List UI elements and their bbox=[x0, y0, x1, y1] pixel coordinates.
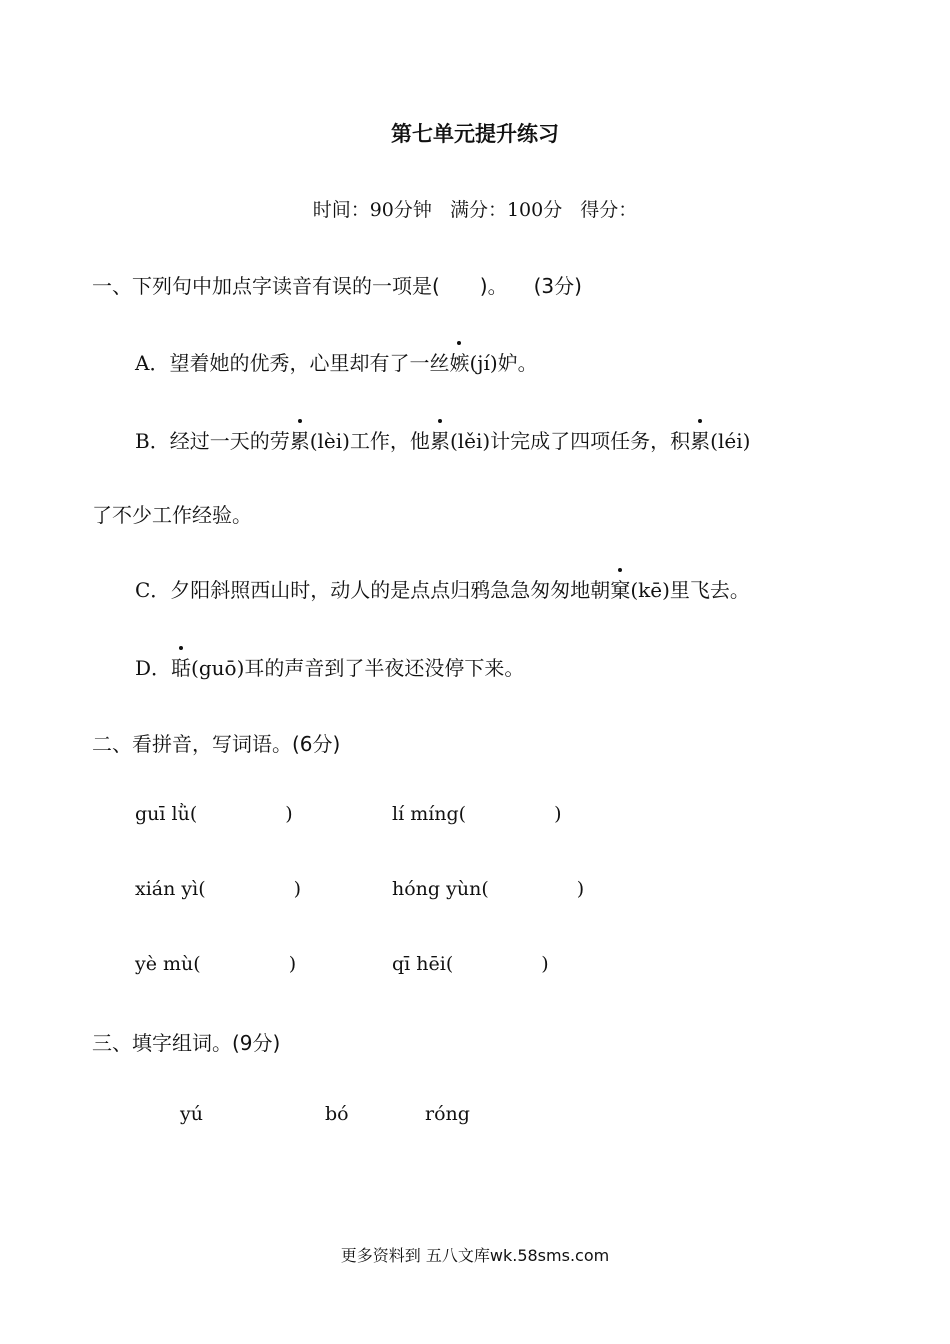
option-a-dotted-char: 嫉 bbox=[449, 347, 469, 376]
fill-pinyin-2: bó bbox=[325, 1103, 349, 1125]
option-a-after: (jí)妒。 bbox=[469, 351, 538, 375]
pinyin-item-5-text: yè mù( bbox=[135, 953, 201, 975]
question-2-heading: 二、看拼音，写词语。(6分) bbox=[92, 732, 341, 756]
question-1-heading bbox=[92, 270, 582, 299]
pinyin-item-2-text: lí míng( bbox=[392, 803, 467, 825]
question-1-points: (3分) bbox=[533, 274, 582, 298]
option-b-part4: (léi) bbox=[710, 429, 751, 453]
option-d-after: (guō)耳的声音到了半夜还没停下来。 bbox=[191, 656, 525, 680]
option-c bbox=[135, 574, 750, 603]
question-1-text: 一、下列句中加点字读音有误的一项是( )。 bbox=[92, 274, 508, 298]
option-b-dotted-char-1: 累 bbox=[290, 425, 310, 454]
option-b-part3: (lěi)计完成了四项任务，积 bbox=[449, 429, 691, 453]
footer-link[interactable]: 更多资料到 五八文库wk.58sms.com bbox=[340, 1246, 610, 1265]
pinyin-item-6-close: ) bbox=[541, 953, 549, 975]
question-3-heading: 三、填字组词。(9分) bbox=[92, 1031, 281, 1055]
pinyin-item-1-text: guī lǜ( bbox=[135, 803, 198, 825]
pinyin-item-3-text: xián yì( bbox=[135, 878, 206, 900]
exam-time: 时间：90分钟 bbox=[312, 199, 432, 221]
pinyin-item-2 bbox=[392, 803, 562, 825]
option-b-part2: (lèi)工作，他 bbox=[309, 429, 430, 453]
option-b-line2: 了不少工作经验。 bbox=[92, 503, 252, 527]
option-d bbox=[135, 652, 524, 681]
exam-full-score: 满分：100分 bbox=[449, 199, 563, 221]
option-c-before: C．夕阳斜照西山时，动人的是点点归鸦急急匆匆地朝 bbox=[135, 578, 611, 602]
pinyin-item-3 bbox=[135, 878, 301, 900]
page-title: 第七单元提升练习 bbox=[391, 122, 559, 146]
pinyin-item-4-close: ) bbox=[576, 878, 585, 900]
pinyin-item-4 bbox=[392, 878, 584, 900]
exam-meta bbox=[0, 195, 950, 222]
option-b-part1: B．经过一天的劳 bbox=[135, 429, 290, 453]
option-c-dotted-char: 窠 bbox=[610, 574, 630, 603]
fill-pinyin-1: yú bbox=[180, 1103, 203, 1125]
pinyin-item-4-text: hóng yùn( bbox=[392, 878, 489, 900]
option-b-line1 bbox=[135, 425, 750, 454]
pinyin-item-2-close: ) bbox=[554, 803, 562, 825]
pinyin-item-6 bbox=[392, 953, 549, 975]
option-c-after: (kē)里飞去。 bbox=[630, 578, 750, 602]
option-a bbox=[135, 347, 538, 376]
option-d-before: D． bbox=[135, 656, 172, 680]
option-d-dotted-char: 聒 bbox=[171, 652, 191, 681]
option-a-before: A．望着她的优秀，心里却有了一丝 bbox=[135, 351, 450, 375]
pinyin-item-5 bbox=[135, 953, 296, 975]
pinyin-item-1 bbox=[135, 803, 293, 825]
option-b-dotted-char-3: 累 bbox=[690, 425, 710, 454]
fill-pinyin-3: róng bbox=[425, 1103, 470, 1125]
pinyin-item-6-text: qī hēi( bbox=[392, 953, 454, 975]
pinyin-item-5-close: ) bbox=[288, 953, 297, 975]
option-b-dotted-char-2: 累 bbox=[430, 425, 450, 454]
pinyin-item-1-close: ) bbox=[285, 803, 293, 825]
pinyin-item-3-close: ) bbox=[293, 878, 302, 900]
exam-score: 得分： bbox=[580, 199, 638, 221]
